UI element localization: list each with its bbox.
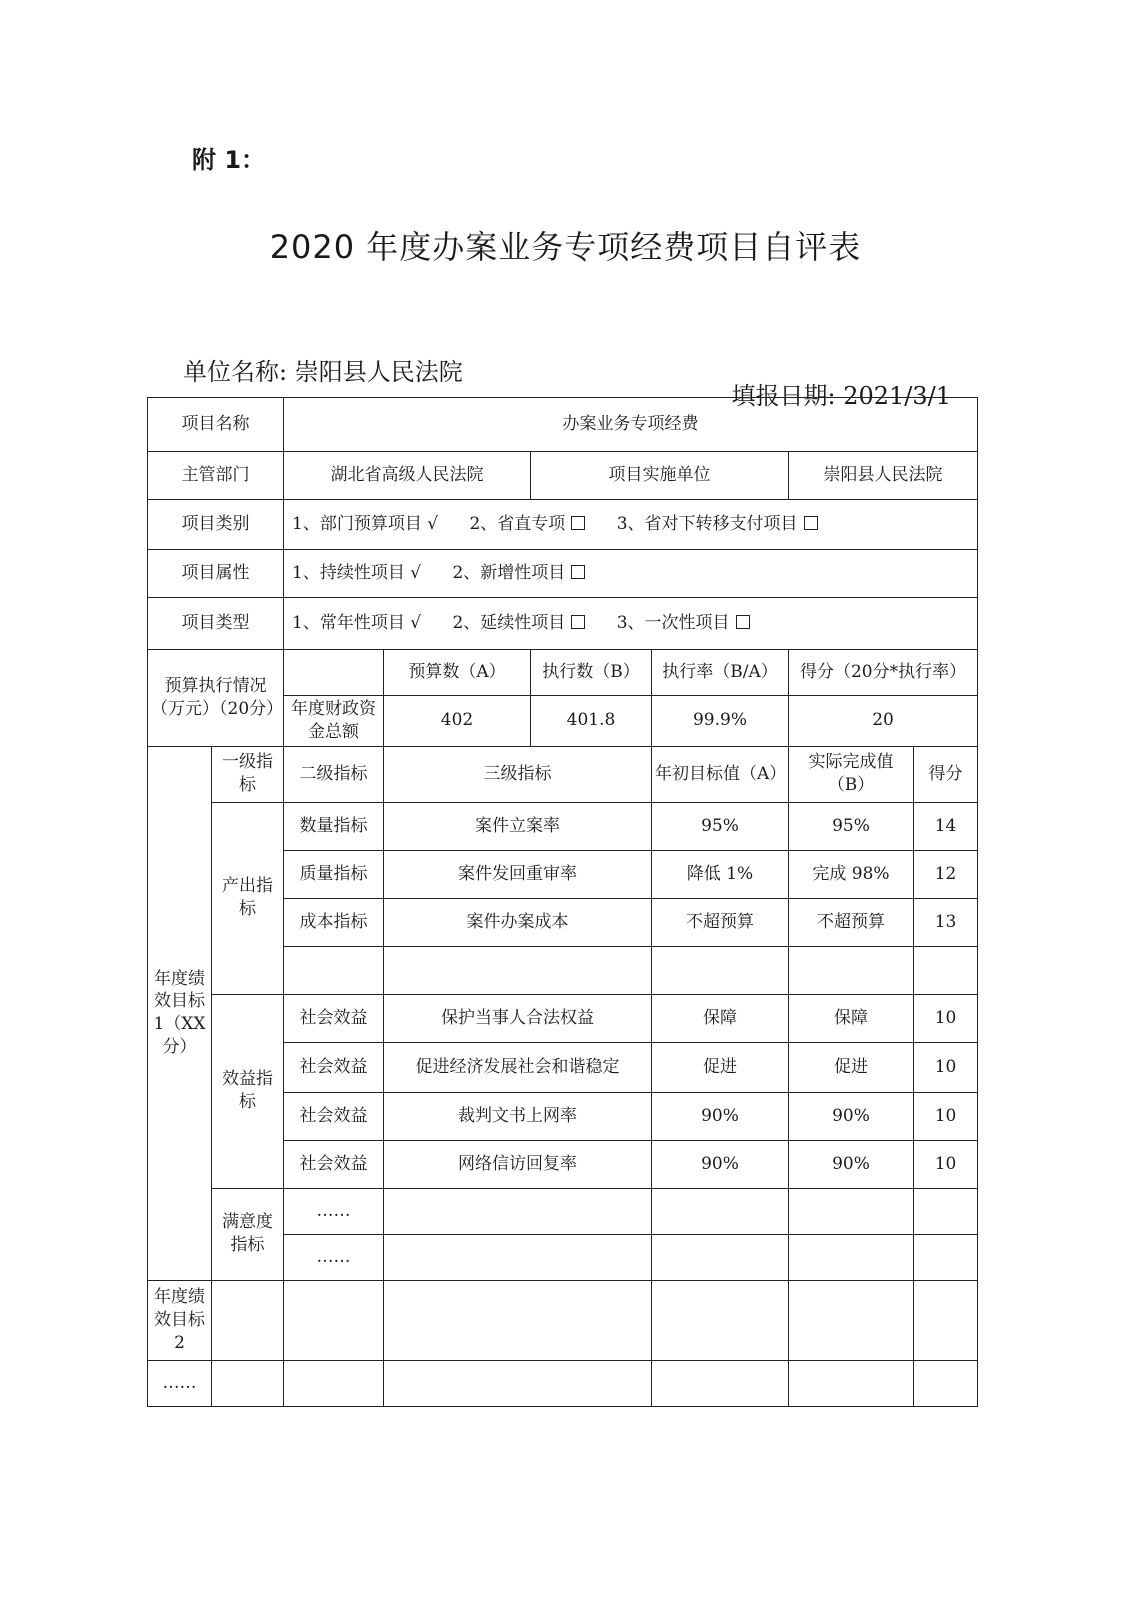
- category-option-1: 1、部门预算项目 √: [292, 514, 439, 535]
- type-option-1: 1、常年性项目 √: [292, 613, 422, 634]
- benefit-actual: 保障: [789, 994, 914, 1042]
- benefit-score: 10: [914, 1042, 978, 1092]
- budget-header-score: 得分（20分*执行率）: [789, 650, 978, 696]
- benefit-score: 10: [914, 1140, 978, 1188]
- type-option-2: 2、延续性项目: [452, 613, 585, 633]
- page-title: 2020 年度办案业务专项经费项目自评表: [269, 228, 862, 266]
- budget-row-label: 年度财政资金总额: [284, 696, 384, 747]
- output-l2: 数量指标: [284, 802, 384, 850]
- goal2-label: 年度绩效目标 2: [148, 1280, 212, 1360]
- output-target: 95%: [652, 802, 789, 850]
- output-score: 14: [914, 802, 978, 850]
- checkbox-icon: [571, 615, 585, 629]
- benefit-actual: 促进: [789, 1042, 914, 1092]
- budget-value-rate: 99.9%: [652, 696, 789, 747]
- category-option-3: 3、省对下转移支付项目: [617, 514, 818, 534]
- header-score: 得分: [914, 746, 978, 802]
- benefit-l2: 社会效益: [284, 1140, 384, 1188]
- checkbox-icon: [571, 565, 585, 579]
- dept-value: 湖北省高级人民法院: [284, 452, 531, 500]
- budget-label: 预算执行情况（万元）（20分）: [148, 650, 284, 747]
- output-actual: 不超预算: [789, 898, 914, 946]
- attribute-label: 项目属性: [148, 550, 284, 598]
- benefit-l3: 保护当事人合法权益: [384, 994, 652, 1042]
- evaluation-table: [147, 397, 978, 1407]
- impl-value: 崇阳县人民法院: [789, 452, 978, 500]
- benefit-target: 90%: [652, 1140, 789, 1188]
- output-target: 不超预算: [652, 898, 789, 946]
- category-option-2: 2、省直专项: [469, 514, 585, 534]
- checkbox-icon: [804, 516, 818, 530]
- output-indicator-label: 产出指标: [212, 802, 284, 994]
- more-ellipsis: ……: [148, 1360, 212, 1406]
- benefit-l2: 社会效益: [284, 994, 384, 1042]
- header-target: 年初目标值（A）: [652, 746, 789, 802]
- benefit-l2: 社会效益: [284, 1042, 384, 1092]
- benefit-l3: 促进经济发展社会和谐稳定: [384, 1042, 652, 1092]
- attribute-option-1: 1、持续性项目 √: [292, 563, 422, 584]
- attribute-option-2: 2、新增性项目: [452, 563, 585, 583]
- satisfaction-indicator-label: 满意度指标: [212, 1188, 284, 1280]
- impl-label: 项目实施单位: [531, 452, 789, 500]
- benefit-score: 10: [914, 994, 978, 1042]
- benefit-target: 90%: [652, 1092, 789, 1140]
- project-name-label: 项目名称: [148, 398, 284, 452]
- budget-value-a: 402: [384, 696, 531, 747]
- benefit-l3: 裁判文书上网率: [384, 1092, 652, 1140]
- satisfaction-ellipsis: ……: [284, 1234, 384, 1280]
- benefit-l3: 网络信访回复率: [384, 1140, 652, 1188]
- output-l3: 案件立案率: [384, 802, 652, 850]
- output-actual: 95%: [789, 802, 914, 850]
- header-level2: 二级指标: [284, 746, 384, 802]
- checkbox-icon: [571, 516, 585, 530]
- benefit-l2: 社会效益: [284, 1092, 384, 1140]
- budget-header-a: 预算数（A）: [384, 650, 531, 696]
- attachment-label: 附 1：: [192, 146, 266, 174]
- output-l3: 案件办案成本: [384, 898, 652, 946]
- checkbox-icon: [736, 615, 750, 629]
- type-label: 项目类型: [148, 598, 284, 650]
- output-l2: 质量指标: [284, 850, 384, 898]
- project-name-value: 办案业务专项经费: [284, 398, 978, 452]
- goal1-label: 年度绩效目标 1（XX分）: [148, 746, 212, 1280]
- budget-value-score: 20: [789, 696, 978, 747]
- satisfaction-ellipsis: ……: [284, 1188, 384, 1234]
- category-label: 项目类别: [148, 500, 284, 550]
- type-options: [284, 598, 978, 650]
- output-l3: 案件发回重审率: [384, 850, 652, 898]
- unit-name: 单位名称: 崇阳县人民法院: [183, 358, 463, 386]
- budget-value-b: 401.8: [531, 696, 652, 747]
- benefit-score: 10: [914, 1092, 978, 1140]
- benefit-indicator-label: 效益指标: [212, 994, 284, 1188]
- output-actual: 完成 98%: [789, 850, 914, 898]
- benefit-target: 保障: [652, 994, 789, 1042]
- benefit-target: 促进: [652, 1042, 789, 1092]
- output-score: 12: [914, 850, 978, 898]
- benefit-actual: 90%: [789, 1092, 914, 1140]
- header-level3: 三级指标: [384, 746, 652, 802]
- dept-label: 主管部门: [148, 452, 284, 500]
- type-option-3: 3、一次性项目: [617, 613, 750, 633]
- header-actual: 实际完成值（B）: [789, 746, 914, 802]
- output-target: 降低 1%: [652, 850, 789, 898]
- output-l2: 成本指标: [284, 898, 384, 946]
- category-options: [284, 500, 978, 550]
- attribute-options: [284, 550, 978, 598]
- benefit-actual: 90%: [789, 1140, 914, 1188]
- budget-header-b: 执行数（B）: [531, 650, 652, 696]
- fill-date: 填报日期: 2021/3/1: [731, 382, 951, 410]
- budget-header-rate: 执行率（B/A）: [652, 650, 789, 696]
- header-level1: 一级指标: [212, 746, 284, 802]
- output-score: 13: [914, 898, 978, 946]
